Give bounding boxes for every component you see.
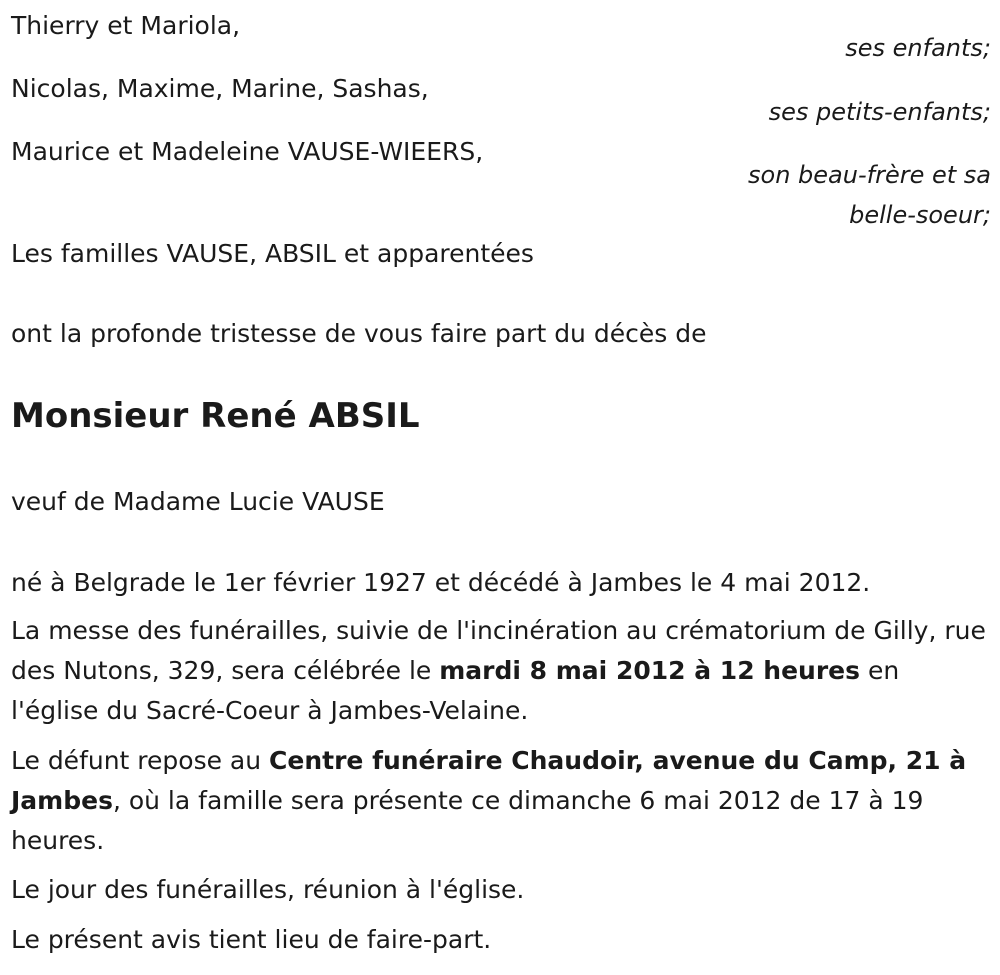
rest-text-2: , où la famille sera présente ce dimanche 6 mai 2012 de 17 à 19 heures. xyxy=(11,786,924,855)
children-names: Thierry et Mariola, xyxy=(11,11,241,40)
rest-location: Centre funéraire Chaudoir, avenue du Camp, 21 à Jambes xyxy=(11,746,967,815)
widower-of: veuf de Madame Lucie VAUSE xyxy=(11,487,385,516)
birth-death-line: né à Belgrade le 1er février 1927 et décédé à Jambes le 4 mai 2012. xyxy=(11,568,871,597)
rest-text-1: Le défunt repose au xyxy=(11,746,270,775)
grandchildren-role: ses petits-enfants; xyxy=(768,98,991,126)
notice-line: Le présent avis tient lieu de faire-part. xyxy=(11,925,492,954)
grandchildren-names: Nicolas, Maxime, Marine, Sashas, xyxy=(11,74,429,103)
funeral-text-1: La messe des funérailles, suivie de l'incinération au crématorium de Gilly, rue des Nutons, 329, sera célébrée le xyxy=(11,616,986,685)
obituary-notice xyxy=(11,0,991,975)
families-line: Les familles VAUSE, ABSIL et apparentées xyxy=(11,239,534,268)
announcement-text: ont la profonde tristesse de vous faire part du décès de xyxy=(11,319,707,348)
deceased-name: Monsieur René ABSIL xyxy=(11,396,420,436)
meeting-line: Le jour des funérailles, réunion à l'église. xyxy=(11,875,525,904)
children-role: ses enfants; xyxy=(845,34,991,62)
funeral-date-time: mardi 8 mai 2012 à 12 heures xyxy=(439,656,861,685)
in-laws-role-line-2: belle-soeur; xyxy=(849,201,991,229)
in-laws-role-line-1: son beau-frère et sa xyxy=(748,161,991,189)
in-laws-names: Maurice et Madeleine VAUSE-WIEERS, xyxy=(11,137,484,166)
rest-paragraph xyxy=(11,741,991,861)
funeral-paragraph xyxy=(11,611,991,731)
funeral-text-2: en l'église du Sacré-Coeur à Jambes-Velaine. xyxy=(11,656,900,725)
